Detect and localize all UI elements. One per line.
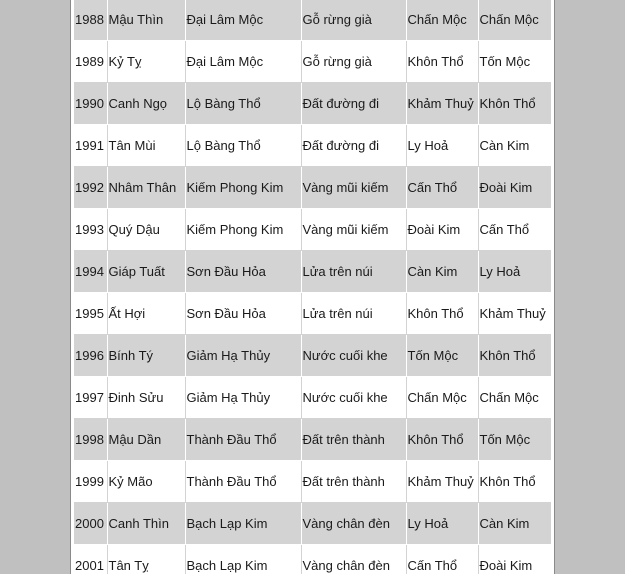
can-chi-cell: Giáp Tuất [107,251,185,293]
cung-nam-cell: Ly Hoả [406,125,478,167]
meaning-cell: Đất trên thành [301,461,406,503]
table-body [74,0,551,574]
can-chi-cell: Ất Hợi [107,293,185,335]
year-cell: 1991 [74,125,107,167]
year-cell: 1998 [74,419,107,461]
element-cell: Bạch Lạp Kim [185,503,301,545]
cung-nu-cell: Càn Kim [478,503,551,545]
cung-nam-cell: Cấn Thổ [406,167,478,209]
meaning-cell: Vàng chân đèn [301,545,406,574]
table-row [74,0,551,41]
year-cell: 1995 [74,293,107,335]
can-chi-cell: Mậu Dần [107,419,185,461]
year-cell: 1992 [74,167,107,209]
cung-nu-cell: Khảm Thuỷ [478,293,551,335]
year-cell: 1994 [74,251,107,293]
can-chi-cell: Kỷ Tỵ [107,41,185,83]
table-row [74,335,551,377]
table-row [74,293,551,335]
table-row [74,167,551,209]
element-cell: Giảm Hạ Thủy [185,377,301,419]
table-row [74,503,551,545]
cung-nam-cell: Khôn Thổ [406,293,478,335]
table-row [74,209,551,251]
element-cell: Thành Đầu Thổ [185,419,301,461]
element-cell: Sơn Đầu Hỏa [185,251,301,293]
table-row [74,419,551,461]
cung-nam-cell: Chấn Mộc [406,377,478,419]
table-row [74,545,551,574]
cung-nam-cell: Chấn Mộc [406,0,478,41]
cung-nam-cell: Tốn Mộc [406,335,478,377]
cung-nam-cell: Khôn Thổ [406,419,478,461]
can-chi-cell: Quý Dậu [107,209,185,251]
cung-nam-cell: Cấn Thổ [406,545,478,574]
meaning-cell: Vàng mũi kiếm [301,167,406,209]
cung-nam-cell: Càn Kim [406,251,478,293]
can-chi-cell: Canh Thìn [107,503,185,545]
year-cell: 2001 [74,545,107,574]
year-cell: 1996 [74,335,107,377]
element-cell: Lộ Bàng Thổ [185,125,301,167]
table-row [74,251,551,293]
can-chi-cell: Canh Ngọ [107,83,185,125]
year-cell: 1997 [74,377,107,419]
zodiac-table [74,0,551,574]
cung-nu-cell: Khôn Thổ [478,83,551,125]
cung-nam-cell: Khảm Thuỷ [406,461,478,503]
can-chi-cell: Kỷ Mão [107,461,185,503]
meaning-cell: Đất đường đi [301,83,406,125]
meaning-cell: Nước cuối khe [301,335,406,377]
table-row [74,41,551,83]
year-cell: 1993 [74,209,107,251]
can-chi-cell: Mậu Thìn [107,0,185,41]
meaning-cell: Đất đường đi [301,125,406,167]
cung-nu-cell: Tốn Mộc [478,41,551,83]
cung-nu-cell: Đoài Kim [478,167,551,209]
element-cell: Đại Lâm Mộc [185,0,301,41]
meaning-cell: Lửa trên núi [301,251,406,293]
can-chi-cell: Tân Mùi [107,125,185,167]
element-cell: Sơn Đầu Hỏa [185,293,301,335]
table-row [74,461,551,503]
cung-nu-cell: Khôn Thổ [478,461,551,503]
meaning-cell: Nước cuối khe [301,377,406,419]
cung-nu-cell: Càn Kim [478,125,551,167]
element-cell: Giảm Hạ Thủy [185,335,301,377]
can-chi-cell: Nhâm Thân [107,167,185,209]
document-sheet [70,0,555,574]
table-row [74,83,551,125]
element-cell: Bạch Lạp Kim [185,545,301,574]
element-cell: Kiếm Phong Kim [185,209,301,251]
can-chi-cell: Bính Tý [107,335,185,377]
year-cell: 1999 [74,461,107,503]
cung-nu-cell: Chấn Mộc [478,377,551,419]
year-cell: 2000 [74,503,107,545]
cung-nu-cell: Ly Hoả [478,251,551,293]
element-cell: Kiếm Phong Kim [185,167,301,209]
year-cell: 1988 [74,0,107,41]
meaning-cell: Gỗ rừng già [301,0,406,41]
cung-nu-cell: Chấn Mộc [478,0,551,41]
cung-nu-cell: Cấn Thổ [478,209,551,251]
cung-nu-cell: Khôn Thổ [478,335,551,377]
meaning-cell: Gỗ rừng già [301,41,406,83]
cung-nu-cell: Đoài Kim [478,545,551,574]
table-row [74,125,551,167]
cung-nam-cell: Đoài Kim [406,209,478,251]
cung-nu-cell: Tốn Mộc [478,419,551,461]
meaning-cell: Vàng mũi kiếm [301,209,406,251]
year-cell: 1989 [74,41,107,83]
meaning-cell: Vàng chân đèn [301,503,406,545]
can-chi-cell: Tân Tỵ [107,545,185,574]
table-row [74,377,551,419]
cung-nam-cell: Ly Hoả [406,503,478,545]
year-cell: 1990 [74,83,107,125]
element-cell: Đại Lâm Mộc [185,41,301,83]
element-cell: Thành Đầu Thổ [185,461,301,503]
element-cell: Lộ Bàng Thổ [185,83,301,125]
cung-nam-cell: Khảm Thuỷ [406,83,478,125]
cung-nam-cell: Khôn Thổ [406,41,478,83]
can-chi-cell: Đinh Sửu [107,377,185,419]
meaning-cell: Lửa trên núi [301,293,406,335]
meaning-cell: Đất trên thành [301,419,406,461]
